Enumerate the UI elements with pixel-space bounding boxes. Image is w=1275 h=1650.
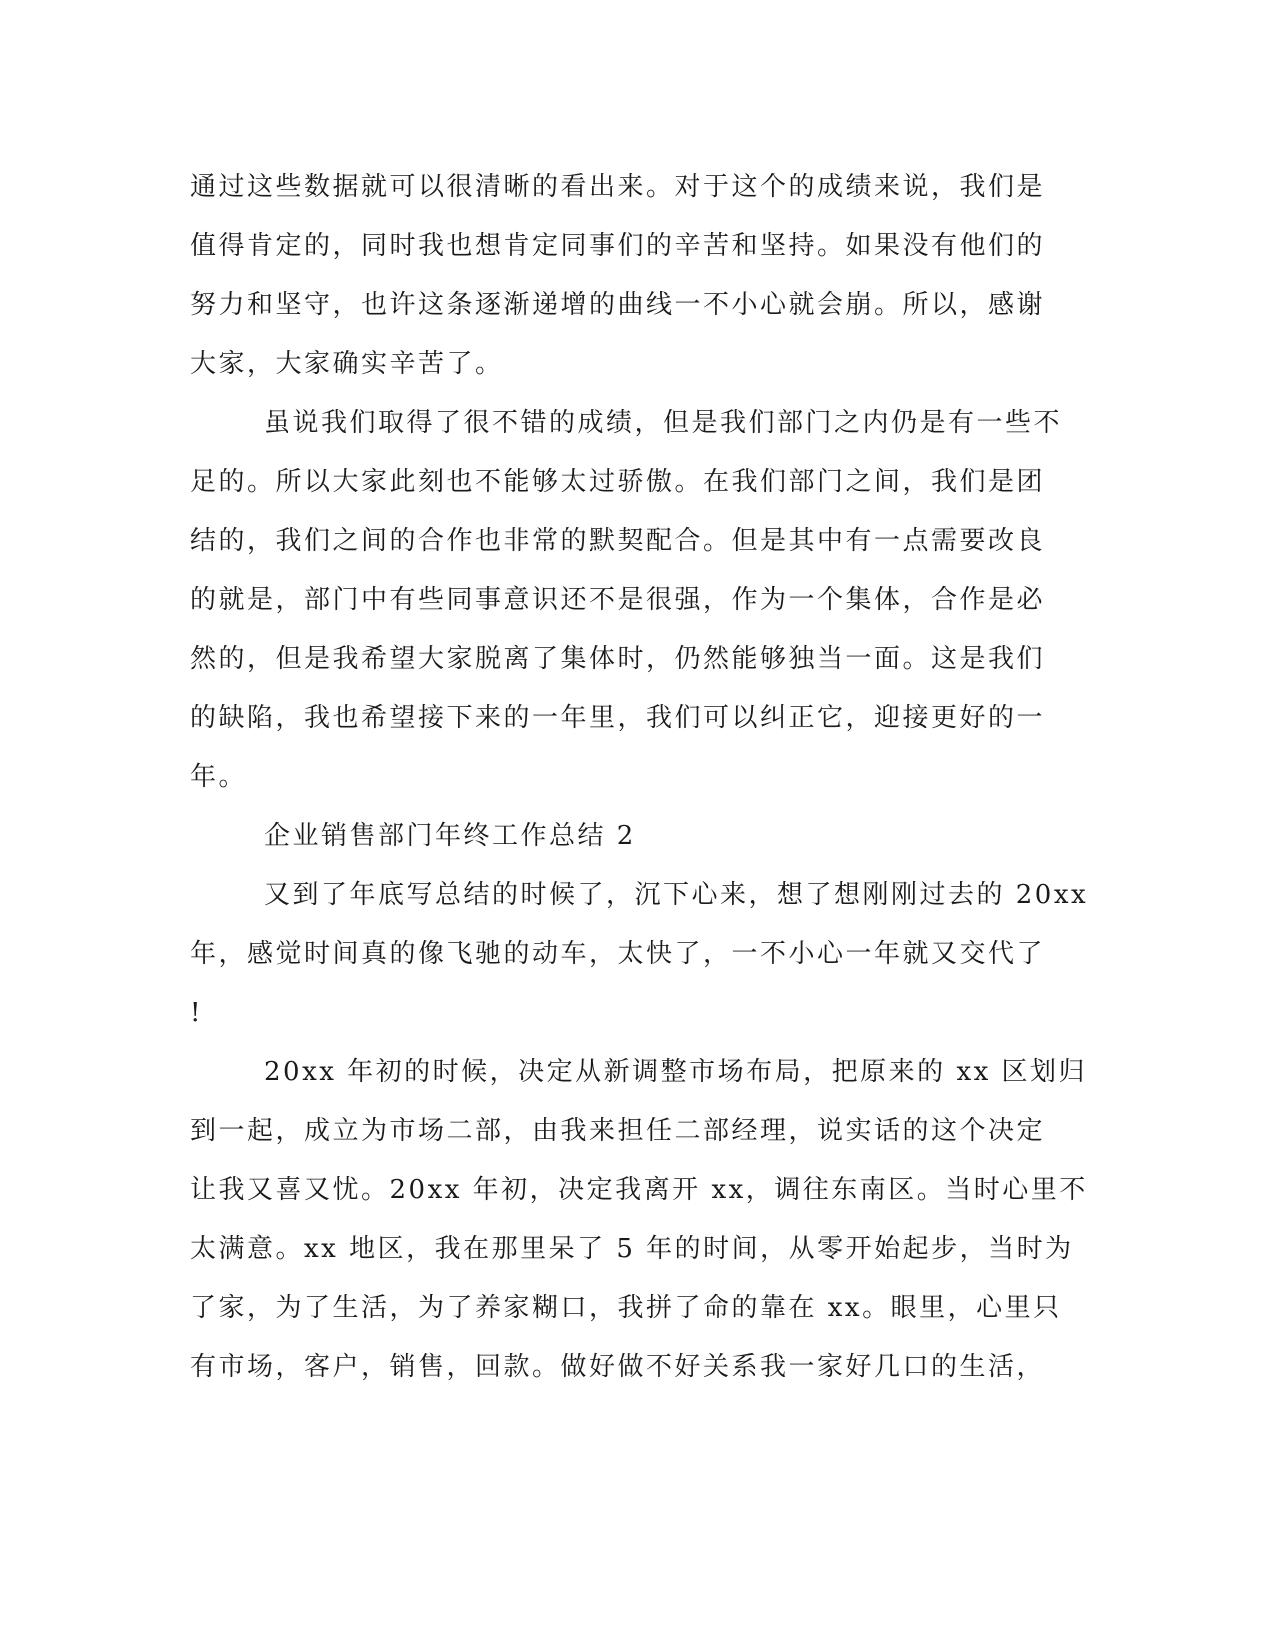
text-line: 的就是，部门中有些同事意识还不是很强，作为一个集体，合作是必 [190, 585, 1046, 615]
text-line: 大家，大家确实辛苦了。 [190, 349, 504, 379]
text-line: 结的，我们之间的合作也非常的默契配合。但是其中有一点需要改良 [190, 526, 1046, 556]
text-line: 又到了年底写总结的时候了，沉下心来，想了想刚刚过去的 20xx [264, 880, 1089, 910]
text-line: 的缺陷，我也希望接下来的一年里，我们可以纠正它，迎接更好的一 [190, 703, 1046, 733]
text-line: 有市场，客户，销售，回款。做好做不好关系我一家好几口的生活， [190, 1352, 1046, 1382]
text-line: ! [190, 998, 203, 1028]
document-body [190, 158, 1089, 1397]
text-line: 值得肯定的，同时我也想肯定同事们的辛苦和坚持。如果没有他们的 [190, 231, 1046, 261]
text-line: 到一起，成立为市场二部，由我来担任二部经理，说实话的这个决定 [190, 1116, 1046, 1146]
text-line: 年，感觉时间真的像飞驰的动车，太快了，一不小心一年就又交代了 [190, 939, 1046, 969]
text-line: 足的。所以大家此刻也不能够太过骄傲。在我们部门之间，我们是团 [190, 467, 1046, 497]
text-line: 通过这些数据就可以很清晰的看出来。对于这个的成绩来说，我们是 [190, 172, 1046, 202]
text-line: 20xx 年初的时候，决定从新调整市场布局，把原来的 xx 区划归 [264, 1057, 1088, 1087]
text-line: 努力和坚守，也许这条逐渐递增的曲线一不小心就会崩。所以，感谢 [190, 290, 1046, 320]
text-line: 虽说我们取得了很不错的成绩，但是我们部门之内仍是有一些不 [264, 408, 1063, 438]
section-heading: 企业销售部门年终工作总结 2 [264, 821, 636, 851]
text-line: 让我又喜又忧。20xx 年初，决定我离开 xx，调往东南区。当时心里不 [190, 1175, 1088, 1205]
text-line: 然的，但是我希望大家脱离了集体时，仍然能够独当一面。这是我们 [190, 644, 1046, 674]
text-line: 太满意。xx 地区，我在那里呆了 5 年的时间，从零开始起步，当时为 [190, 1234, 1074, 1264]
text-line: 了家，为了生活，为了养家糊口，我拼了命的靠在 xx。眼里，心里只 [190, 1293, 1062, 1323]
text-line: 年。 [190, 762, 248, 792]
